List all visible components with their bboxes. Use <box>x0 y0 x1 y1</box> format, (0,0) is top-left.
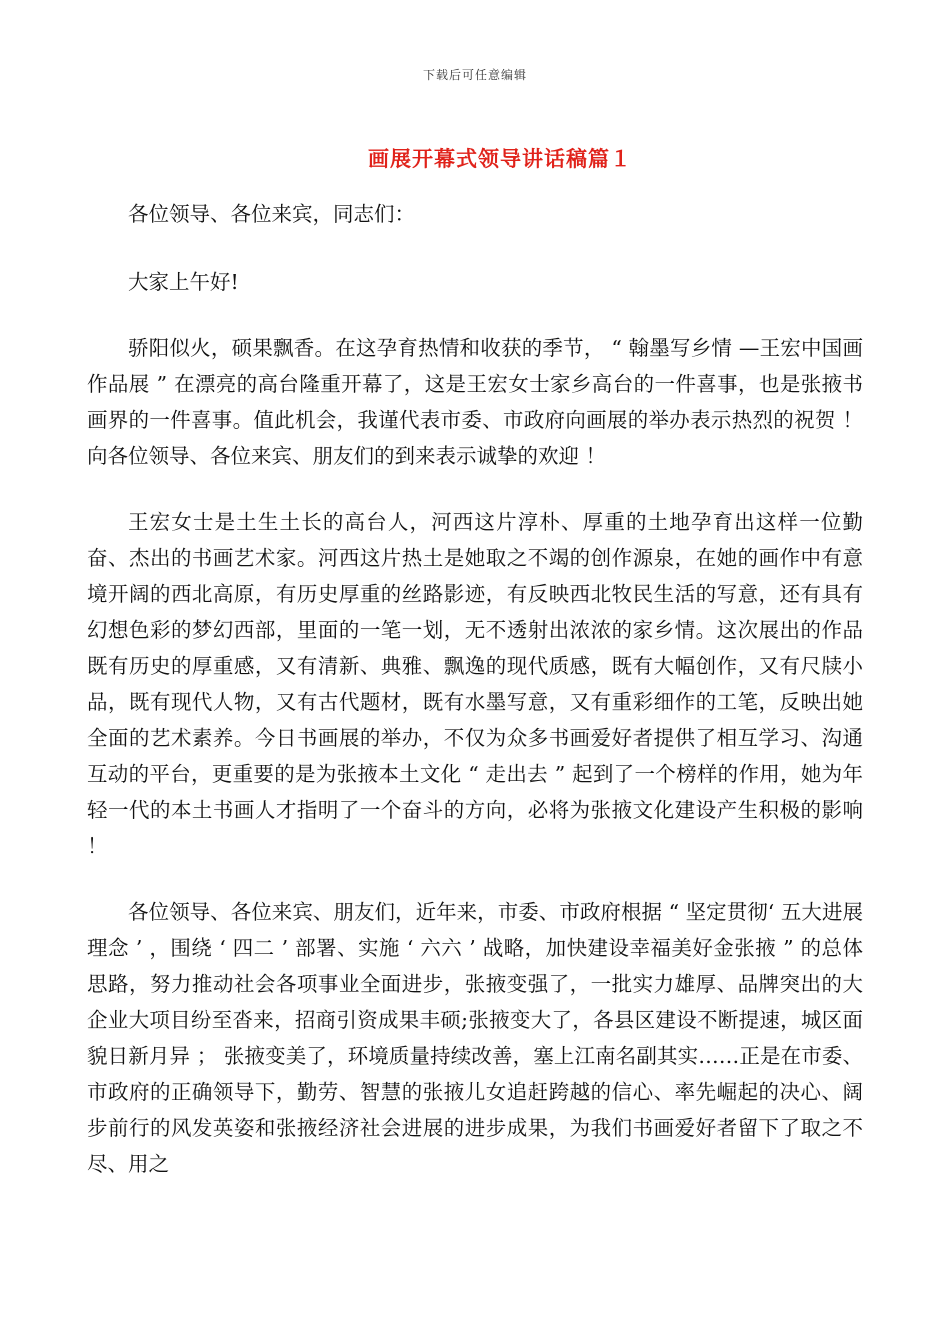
document-body <box>87 196 863 1212</box>
salutation: 各位领导、各位来宾，同志们： <box>128 202 415 226</box>
header-note: 下载后可任意编辑 <box>422 68 527 82</box>
greeting: 大家上午好! <box>128 270 239 294</box>
document-title: 画展开幕式领导讲话稿篇１ <box>368 146 632 171</box>
paragraph: 骄阳似火，硕果飘香。在这孕育热情和收获的季节， “ 翰墨写乡情 —王宏中国画作品展 ” 在漂亮的高台隆重开幕了，这是王宏女士家乡高台的一件喜事，也是张掖书画界的一件喜事。值此机会，我谨代表市委、市政府向画展的举办表示热烈的祝贺 ！ 向各位领导、各位来宾、朋友们的到来表示诚挚的欢迎 ！ <box>87 336 863 468</box>
paragraph: 各位领导、各位来宾、朋友们，近年来，市委、市政府根据 “ 坚定贯彻‘ 五大进展理念 ’ ，围绕 ‘ 四二 ’ 部署、实施 ‘ 六六 ’ 战略，加快建设幸福美好金张掖 ” 的总体思路，努力推动社会各项事业全面进步，张掖变强了，一批实力雄厚、品牌突出的大企业大项目纷至沓来，招商引资成果丰硕;张掖变大了，各县区建设不断提速，城区面貌日新月异 ； 张掖变美了，环境质量持续改善，塞上江南名副其实……正是在市委、市政府的正确领导下，勤劳、智慧的张掖儿女追赶跨越的信心、率先崛起的决心、阔步前行的风发英姿和张掖经济社会进展的进步成果，为我们书画爱好者留下了取之不尽、用之 <box>87 900 863 1176</box>
paragraph: 王宏女士是土生土长的高台人，河西这片淳朴、厚重的土地孕育出这样一位勤奋、杰出的书画艺术家。河西这片热土是她取之不竭的创作源泉，在她的画作中有意境开阔的西北高原，有历史厚重的丝路影迹，有反映西北牧民生活的写意，还有具有幻想色彩的梦幻西部，里面的一笔一划，无不透射出浓浓的家乡情。这次展出的作品既有历史的厚重感，又有清新、典雅、飘逸的现代质感，既有大幅创作，又有尺牍小品，既有现代人物，又有古代题材，既有水墨写意，又有重彩细作的工笔，反映出她全面的艺术素养。今日书画展的举办，不仅为众多书画爱好者提供了相互学习、沟通互动的平台，更重要的是为张掖本土文化 “ 走出去 ” 起到了一个榜样的作用，她为年轻一代的本土书画人才指明了一个奋斗的方向，必将为张掖文化建设产生积极的影响 ！ <box>87 510 863 858</box>
